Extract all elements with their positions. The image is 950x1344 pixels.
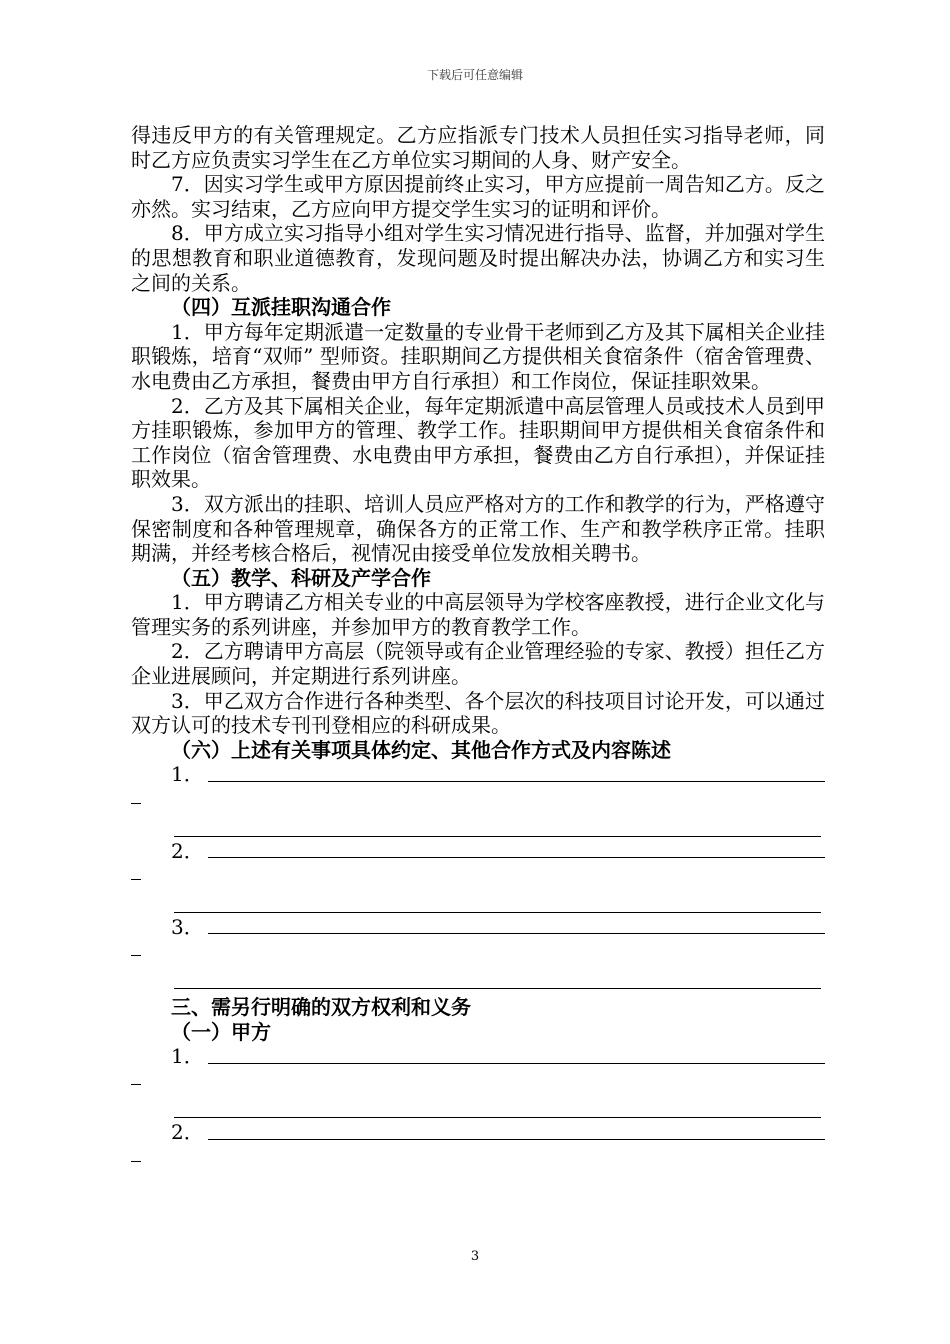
fill-line[interactable]: [208, 933, 825, 934]
fill-line[interactable]: [208, 781, 825, 782]
dash-mark: [131, 1084, 141, 1085]
section-heading: 三、需另行明确的双方权利和义务: [171, 995, 471, 1019]
dash-mark: [131, 803, 141, 804]
blank-entry[interactable]: [131, 1044, 825, 1120]
paragraph: 2．乙方及其下属相关企业，每年定期派遣中高层管理人员或技术人员到甲方挂职锻炼，参加甲方的管理、教学工作。挂职期间甲方提供相关食宿条件和工作岗位（宿舍管理费、水电费由甲方承担，餐费由乙方自行承担），并保证挂职效果。: [131, 393, 825, 492]
blank-number: 2．: [171, 1120, 204, 1145]
dash-mark: [131, 879, 141, 880]
header-note: 下载后可任意编辑: [426, 68, 523, 82]
section-heading: （五）教学、科研及产学合作: [171, 565, 431, 590]
section-heading: （四）互派挂职沟通合作: [171, 295, 391, 320]
sub-heading: （一）甲方: [171, 1019, 271, 1044]
blank-number: 2．: [171, 838, 204, 863]
paragraph: 3．甲乙双方合作进行各种类型、各个层次的科技项目讨论开发，可以通过双方认可的技术专刊刊登相应的科研成果。: [131, 688, 825, 738]
blank-number: 1．: [171, 1044, 204, 1069]
blank-entry[interactable]: [131, 839, 825, 915]
blank-entry[interactable]: [131, 1120, 825, 1169]
fill-line[interactable]: [174, 912, 821, 913]
paragraph: 2．乙方聘请甲方高层（院领导或有企业管理经验的专家、教授）担任乙方企业进展顾问，并定期进行系列讲座。: [131, 639, 825, 689]
fill-line[interactable]: [208, 1063, 825, 1064]
fill-line[interactable]: [174, 988, 821, 989]
document-body: [131, 123, 825, 1170]
fill-line[interactable]: [174, 1117, 821, 1118]
paragraph: 1．甲方聘请乙方相关专业的中高层领导为学校客座教授，进行企业文化与管理实务的系列讲座，并参加甲方的教育教学工作。: [131, 590, 825, 639]
blank-entry[interactable]: [131, 915, 825, 991]
blank-number: 3．: [171, 914, 204, 939]
paragraph: 3．双方派出的挂职、培训人员应严格对方的工作和教学的行为，严格遵守保密制度和各种管理规章，确保各方的正常工作、生产和教学秩序正常。挂职期满，并经考核合格后，视情况由接受单位发放相关聘书。: [131, 491, 825, 566]
paragraph: 得违反甲方的有关管理规定。乙方应指派专门技术人员担任实习指导老师，同时乙方应负责实习学生在乙方单位实习期间的人身、财产安全。: [131, 123, 825, 172]
page-number: 3: [470, 1249, 480, 1264]
fill-line[interactable]: [208, 857, 825, 858]
fill-line[interactable]: [208, 1139, 825, 1140]
paragraph: 8．甲方成立实习指导小组对学生实习情况进行指导、监督，并加强对学生的思想教育和职业道德教育，发现问题及时提出解决办法，协调乙方和实习生之间的关系。: [131, 221, 825, 295]
paragraph: 7．因实习学生或甲方原因提前终止实习，甲方应提前一周告知乙方。反之亦然。实习结束，乙方应向甲方提交学生实习的证明和评价。: [131, 172, 825, 221]
section-heading: （六）上述有关事项具体约定、其他合作方式及内容陈述: [171, 737, 671, 762]
paragraph: 1．甲方每年定期派遣一定数量的专业骨干老师到乙方及其下属相关企业挂职锻炼，培育“双师” 型师资。挂职期间乙方提供相关食宿条件（宿舍管理费、水电费由乙方承担，餐费由甲方自行承担）和工作岗位，保证挂职效果。: [131, 319, 825, 393]
dash-mark: [131, 955, 141, 956]
dash-mark: [131, 1161, 141, 1162]
blank-entry[interactable]: [131, 762, 825, 838]
blank-number: 1．: [171, 762, 204, 787]
fill-line[interactable]: [174, 836, 821, 837]
